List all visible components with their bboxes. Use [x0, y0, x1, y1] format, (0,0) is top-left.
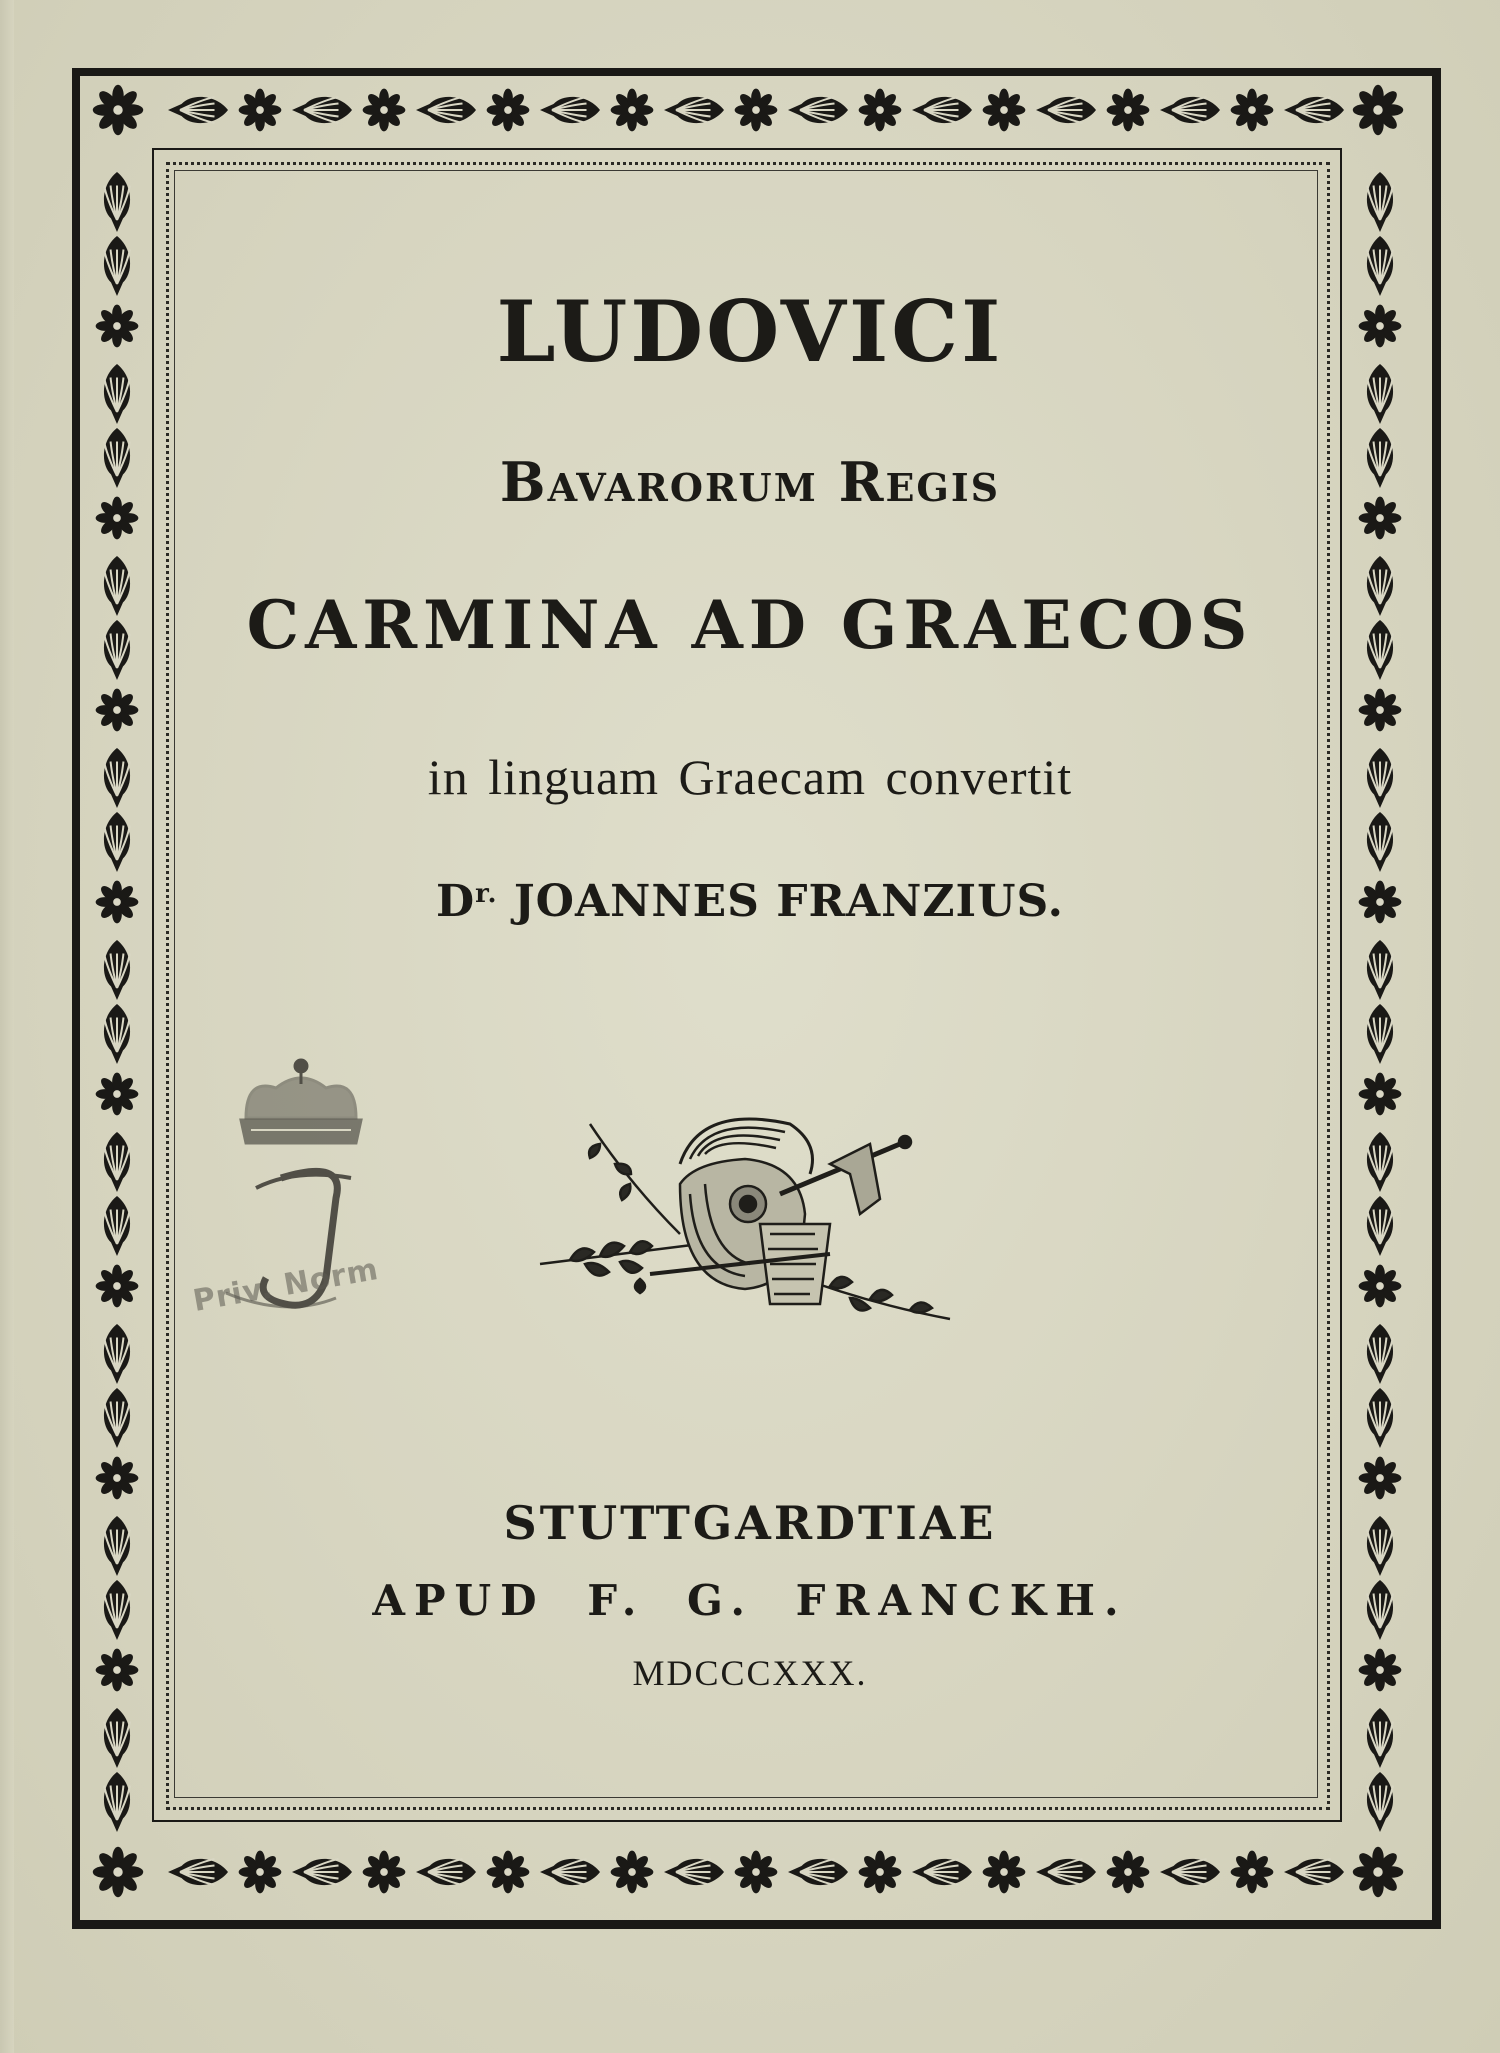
palmette-ornament — [1367, 428, 1393, 488]
rosette-ornament — [1231, 89, 1274, 132]
rosette-ornament — [239, 1851, 282, 1894]
palmette-ornament — [1367, 236, 1393, 296]
palmette-ornament — [1367, 172, 1393, 232]
palmette-ornament — [788, 97, 848, 123]
rosette-ornament — [96, 881, 139, 924]
author-line — [180, 876, 1320, 927]
title-line-3: CARMINA AD GRAECOS — [246, 586, 1254, 664]
rosette-ornament — [96, 305, 139, 348]
rosette-ornament — [96, 689, 139, 732]
rosette-ornament — [1359, 305, 1402, 348]
palmette-ornament — [664, 97, 724, 123]
author-prefix: D — [436, 876, 476, 927]
rosette-ornament — [1359, 881, 1402, 924]
palmette-ornament — [416, 97, 476, 123]
author-name: JOANNES FRANZIUS. — [513, 876, 1064, 927]
palmette-ornament — [540, 1859, 600, 1885]
palmette-ornament — [104, 364, 130, 424]
palmette-ornament — [1160, 97, 1220, 123]
palmette-ornament — [104, 556, 130, 616]
rosette-ornament — [611, 89, 654, 132]
palmette-ornament — [1284, 97, 1344, 123]
subtitle-line: in linguam Graecam convertit — [427, 749, 1073, 805]
palmette-ornament — [104, 1196, 130, 1256]
palmette-ornament — [1367, 748, 1393, 808]
palmette-ornament — [104, 172, 130, 232]
title-line-1: LUDOVICI — [496, 282, 1004, 381]
palmette-ornament — [1367, 1004, 1393, 1064]
rosette-ornament — [1359, 1073, 1402, 1116]
rosette-ornament — [1107, 89, 1150, 132]
rosette-ornament — [1359, 497, 1402, 540]
palmette-ornament — [104, 1388, 130, 1448]
palmette-ornament — [912, 1859, 972, 1885]
rosette-ornament — [93, 85, 143, 135]
rosette-ornament — [983, 89, 1026, 132]
rosette-ornament — [1359, 1457, 1402, 1500]
palmette-ornament — [292, 97, 352, 123]
rosette-ornament — [363, 89, 406, 132]
palmette-ornament — [1367, 1708, 1393, 1768]
palmette-ornament — [416, 1859, 476, 1885]
rosette-ornament — [983, 1851, 1026, 1894]
palmette-ornament — [104, 620, 130, 680]
palmette-ornament — [104, 812, 130, 872]
palmette-ornament — [1036, 1859, 1096, 1885]
rosette-ornament — [1359, 689, 1402, 732]
palmette-ornament — [104, 428, 130, 488]
palmette-ornament — [788, 1859, 848, 1885]
palmette-ornament — [104, 1004, 130, 1064]
rosette-ornament — [96, 1457, 139, 1500]
palmette-ornament — [104, 1324, 130, 1384]
rosette-ornament — [859, 89, 902, 132]
rosette-ornament — [96, 1073, 139, 1116]
rosette-ornament — [1231, 1851, 1274, 1894]
palmette-ornament — [104, 1772, 130, 1832]
rosette-ornament — [239, 89, 282, 132]
palmette-ornament — [1160, 1859, 1220, 1885]
rosette-ornament — [859, 1851, 902, 1894]
rosette-ornament — [1359, 1649, 1402, 1692]
palmette-ornament — [104, 940, 130, 1000]
palmette-ornament — [1036, 97, 1096, 123]
imprint-place: STUTTGARDTIAE — [503, 1496, 997, 1550]
palmette-ornament — [664, 1859, 724, 1885]
palmette-ornament — [104, 748, 130, 808]
rosette-ornament — [363, 1851, 406, 1894]
rosette-ornament — [96, 1265, 139, 1308]
author-prefix-sup: r. — [475, 879, 498, 909]
palmette-ornament — [104, 1580, 130, 1640]
palmette-ornament — [1367, 1388, 1393, 1448]
stamp-text: Priv. Norm — [190, 1251, 382, 1320]
palmette-ornament — [1367, 1772, 1393, 1832]
palmette-ornament — [104, 1132, 130, 1192]
title-line-2: Bavarorum Regis — [499, 450, 1001, 514]
palmette-ornament — [912, 97, 972, 123]
rosette-ornament — [96, 1649, 139, 1692]
rosette-ornament — [735, 1851, 778, 1894]
palmette-ornament — [292, 1859, 352, 1885]
rosette-ornament — [1353, 1847, 1403, 1897]
rosette-ornament — [1359, 1265, 1402, 1308]
rosette-ornament — [1353, 85, 1403, 135]
palmette-ornament — [1367, 620, 1393, 680]
palmette-ornament — [104, 1708, 130, 1768]
rosette-ornament — [96, 497, 139, 540]
palmette-ornament — [1367, 556, 1393, 616]
rosette-ornament — [1107, 1851, 1150, 1894]
palmette-ornament — [1367, 812, 1393, 872]
rosette-ornament — [735, 89, 778, 132]
palmette-ornament — [168, 1859, 228, 1885]
palmette-ornament — [1367, 1196, 1393, 1256]
palmette-ornament — [1367, 1132, 1393, 1192]
palmette-ornament — [1367, 940, 1393, 1000]
palmette-ornament — [1367, 1580, 1393, 1640]
imprint-publisher: APUD F. G. FRANCKH. — [372, 1576, 1128, 1625]
rosette-ornament — [611, 1851, 654, 1894]
imprint-year: MDCCCXXX. — [632, 1653, 868, 1693]
palmette-ornament — [1284, 1859, 1344, 1885]
palmette-ornament — [1367, 1516, 1393, 1576]
palmette-ornament — [540, 97, 600, 123]
palmette-ornament — [168, 97, 228, 123]
palmette-ornament — [1367, 364, 1393, 424]
palmette-ornament — [104, 236, 130, 296]
rosette-ornament — [487, 89, 530, 132]
helmet-trophy-vignette — [530, 1104, 960, 1354]
rosette-ornament — [487, 1851, 530, 1894]
palmette-ornament — [104, 1516, 130, 1576]
rosette-ornament — [93, 1847, 143, 1897]
palmette-ornament — [1367, 1324, 1393, 1384]
